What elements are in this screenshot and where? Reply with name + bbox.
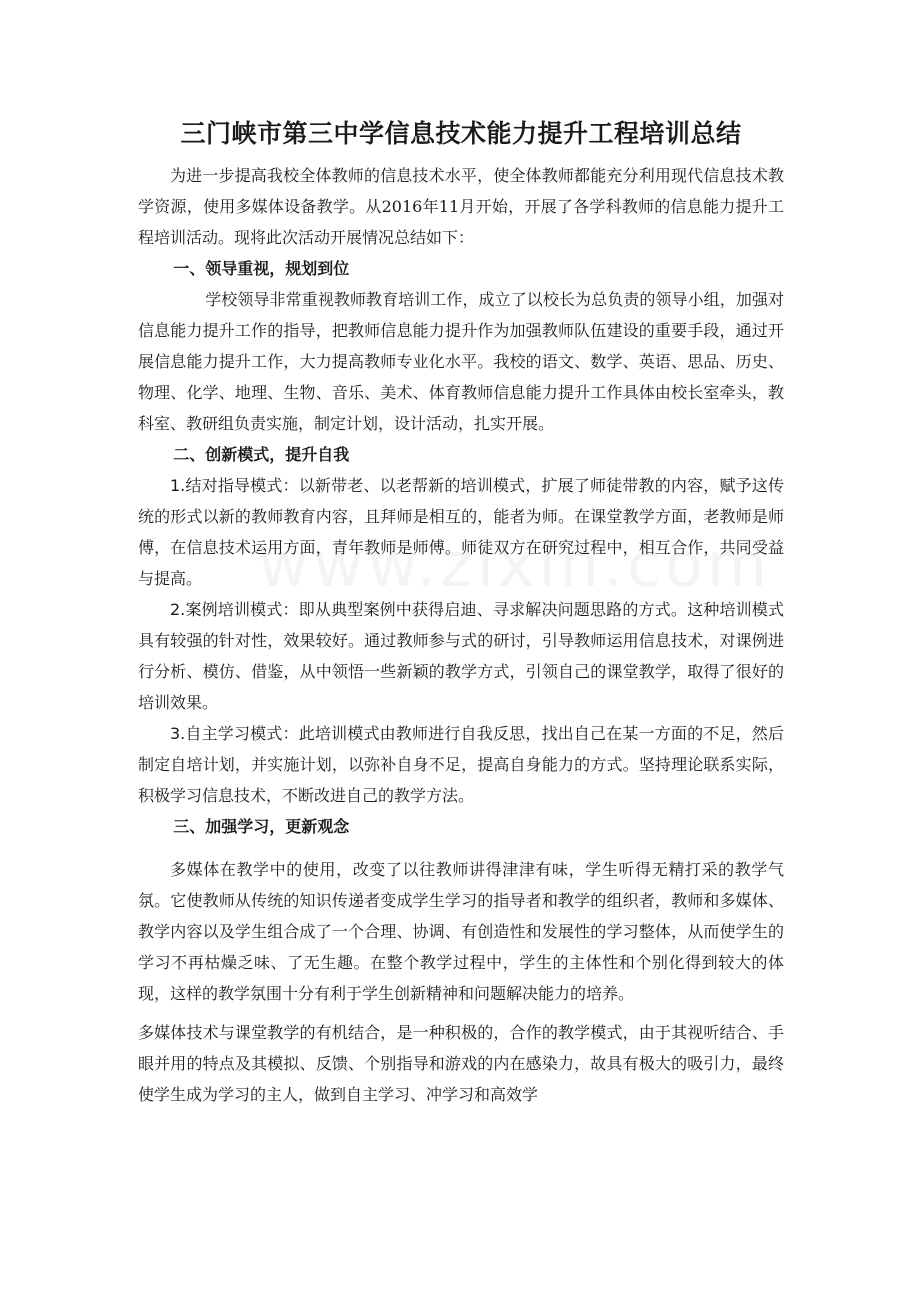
item3-number: 3. xyxy=(170,724,186,743)
section3-heading: 三、加强学习，更新观念 xyxy=(173,817,350,836)
section1-heading: 一、领导重视，规划到位 xyxy=(173,259,350,278)
item2-text: 案例培训模式：即从典型案例中获得启迪、寻求解决问题思路的方式。这种培训模式具有较强的针对性，效果较好。通过教师参与式的研讨，引导教师运用信息技术，对课例进行分析、模仿、借鉴，从中领悟一些新颖的教学方式，引领自己的课堂教学，取得了很好的培训效果。 xyxy=(138,600,784,712)
section2-item2 xyxy=(138,594,784,718)
section2-item3 xyxy=(138,718,784,811)
section3-body1: 多媒体在教学中的使用，改变了以往教师讲得津津有味，学生听得无精打采的教学气氛。它使教师从传统的知识传递者变成学生学习的指导者和教学的组织者，教师和多媒体、教学内容以及学生组合成了一个合理、协调、有创造性和发展性的学习整体，从而使学生的学习不再枯燥乏味、了无生趣。在整个教学过程中，学生的主体性和个别化得到较大的体现，这样的教学氛围十分有利于学生创新精神和问题解决能力的培养。 xyxy=(138,860,784,1003)
document-title: 三门峡市第三中学信息技术能力提升工程培训总结 xyxy=(180,119,742,148)
item3-text: 自主学习模式：此培训模式由教师进行自我反思，找出自己在某一方面的不足，然后制定自培计划，并实施计划，以弥补自身不足，提高自身能力的方式。坚持理论联系实际，积极学习信息技术，不断改进自己的教学方法。 xyxy=(138,724,784,805)
section2-item1 xyxy=(138,470,784,594)
document-page xyxy=(138,114,784,1110)
section2-heading: 二、创新模式，提升自我 xyxy=(173,445,350,464)
section3-body2: 多媒体技术与课堂教学的有机结合，是一种积极的，合作的教学模式，由于其视听结合、手眼并用的特点及其模拟、反馈、个别指导和游戏的内在感染力，故具有极大的吸引力，最终使学生成为学习的主人，做到自主学习、冲学习和高效学 xyxy=(138,1023,784,1104)
section1-body: 学校领导非常重视教师教育培训工作，成立了以校长为总负责的领导小组，加强对信息能力提升工作的指导，把教师信息能力提升作为加强教师队伍建设的重要手段，通过开展信息能力提升工作，大力提高教师专业化水平。我校的语文、数学、英语、思品、历史、物理、化学、地理、生物、音乐、美术、体育教师信息能力提升工作具体由校长室牵头，教科室、教研组负责实施，制定计划，设计活动，扎实开展。 xyxy=(138,290,784,433)
intro-paragraph: 为进一步提高我校全体教师的信息技术水平，使全体教师都能充分利用现代信息技术教学资源，使用多媒体设备教学。从2016年11月开始，开展了各学科教师的信息能力提升工程培训活动。现将此次活动开展情况总结如下： xyxy=(138,166,784,247)
item1-text: 结对指导模式：以新带老、以老帮新的培训模式，扩展了师徒带教的内容，赋予这传统的形式以新的教师教育内容，且拜师是相互的，能者为师。在课堂教学方面，老教师是师傅，在信息技术运用方面，青年教师是师傅。师徒双方在研究过程中，相互合作，共同受益与提高。 xyxy=(138,476,784,588)
item1-number: 1. xyxy=(170,476,186,495)
item2-number: 2. xyxy=(170,600,186,619)
